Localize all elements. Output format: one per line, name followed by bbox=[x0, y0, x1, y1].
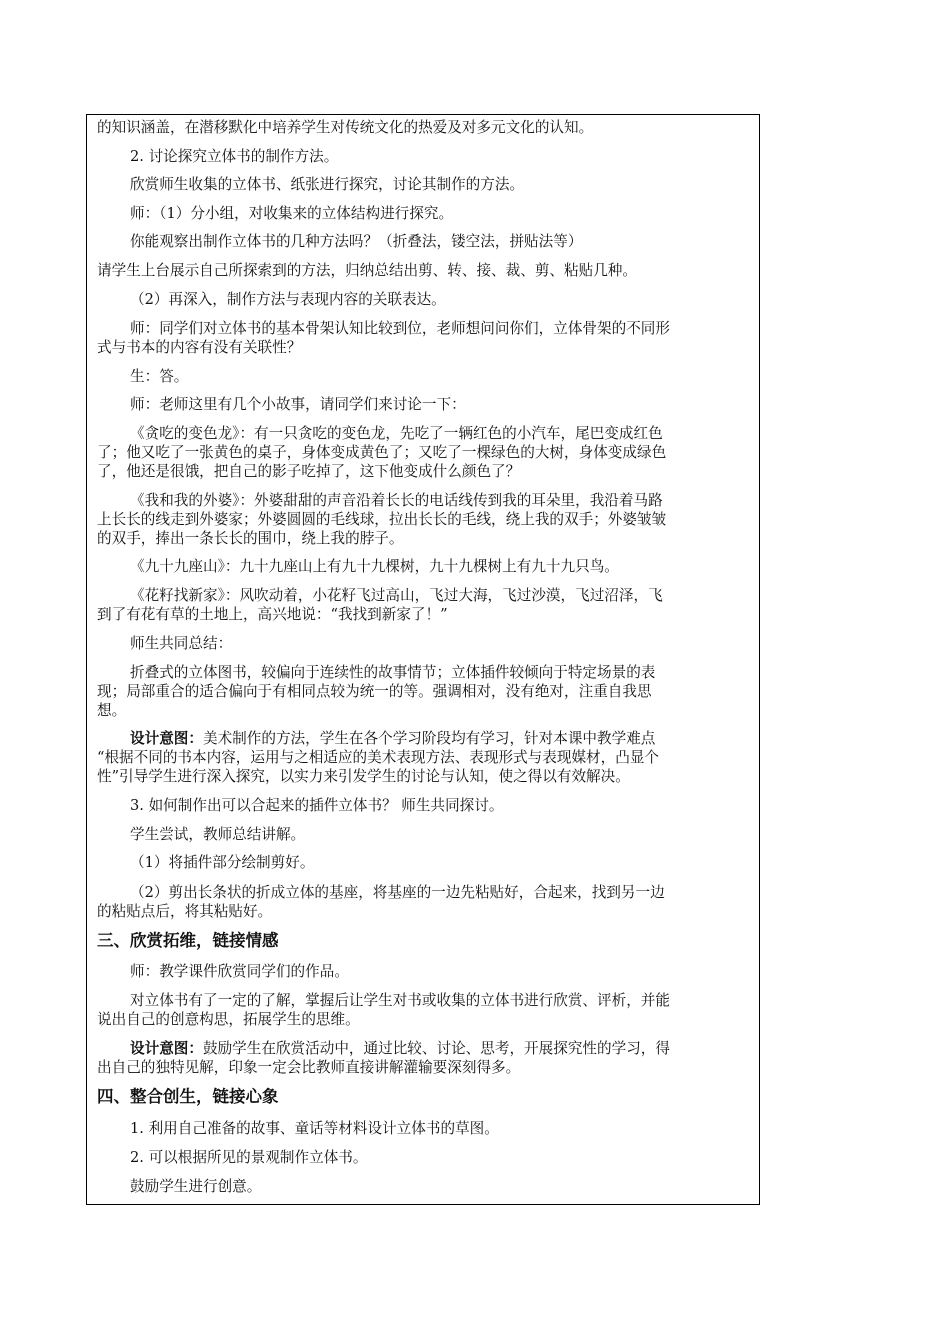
text-line: 鼓励学生进行创意。 bbox=[130, 1178, 262, 1195]
text-line: （2）剪出长条状的折成立体的基座，将基座的一边先粘贴好，合起来，找到另一边 bbox=[130, 884, 665, 901]
text-line: 现；局部重合的适合偏向于有相同点较为统一的等。强调相对，没有绝对，注重自我思 bbox=[97, 683, 652, 700]
text-line: 师：教学课件欣赏同学们的作品。 bbox=[130, 963, 349, 980]
design-intent-label: 设计意图： bbox=[130, 730, 203, 747]
text-line: 3. 如何制作出可以合起来的插件立体书？ 师生共同探讨。 bbox=[130, 797, 504, 814]
text-line: 想。 bbox=[97, 702, 127, 719]
text-line: 了；他又吃了一张黄色的桌子，身体变成黄色了；又吃了一棵绿色的大树，身体变成绿色 bbox=[97, 444, 667, 461]
text-line: 《贪吃的变色龙》：有一只贪吃的变色龙，先吃了一辆红色的小汽车，尾巴变成红色 bbox=[130, 425, 663, 442]
text-line: 1. 利用自己准备的故事、童话等材料设计立体书的草图。 bbox=[130, 1120, 499, 1137]
design-intent-label: 设计意图： bbox=[130, 1040, 203, 1057]
text-line: “根据不同的书本内容，运用与之相适应的美术表现方法、表现形式与表现媒材，凸显个 bbox=[97, 749, 660, 766]
text-line: 师生共同总结： bbox=[130, 635, 233, 652]
section-heading-3: 三、欣赏拓维，链接情感 bbox=[97, 931, 279, 950]
text-line: 式与书本的内容有没有关联性？ bbox=[97, 339, 302, 356]
text-line: 说出自己的创意构思，拓展学生的思维。 bbox=[97, 1011, 360, 1028]
text-line: 《花籽找新家》：风吹动着，小花籽飞过高山，飞过大海，飞过沙漠，飞过沼泽，飞 bbox=[130, 587, 663, 604]
text-line: 学生尝试，教师总结讲解。 bbox=[130, 826, 306, 843]
design-intent-text: 美术制作的方法，学生在各个学习阶段均有学习，针对本课中教学难点 bbox=[202, 730, 656, 747]
section-heading-4: 四、整合创生，链接心象 bbox=[97, 1087, 279, 1106]
text-line: 对立体书有了一定的了解，掌握后让学生对书或收集的立体书进行欣赏、评析，并能 bbox=[130, 992, 670, 1009]
text-line: 的知识涵盖，在潜移默化中培养学生对传统文化的热爱及对多元文化的认知。 bbox=[97, 119, 594, 136]
text-line: 欣赏师生收集的立体书、纸张进行探究，讨论其制作的方法。 bbox=[130, 176, 525, 193]
text-line: 师：（1）分小组，对收集来的立体结构进行探究。 bbox=[130, 205, 454, 222]
text-line: 了，他还是很饿，把自己的影子吃掉了，这下他变成什么颜色了？ bbox=[97, 463, 521, 480]
text-line: 上长长的线走到外婆家；外婆圆圆的毛线球，拉出长长的毛线，绕上我的双手；外婆皱皱 bbox=[97, 511, 667, 528]
text-line: 你能观察出制作立体书的几种方法吗？（折叠法，镂空法，拼贴法等） bbox=[130, 233, 583, 250]
text-line: 折叠式的立体图书，较偏向于连续性的故事情节；立体插件较倾向于特定场景的表 bbox=[130, 664, 656, 681]
design-intent-text: 鼓励学生在欣赏活动中，通过比较、讨论、思考，开展探究性的学习，得 bbox=[202, 1040, 670, 1057]
text-line: 的双手，捧出一条长长的围巾，绕上我的脖子。 bbox=[97, 530, 404, 547]
text-line: 2. 讨论探究立体书的制作方法。 bbox=[130, 148, 339, 165]
text-line: 请学生上台展示自己所探索到的方法，归纳总结出剪、转、接、裁、剪、粘贴几种。 bbox=[97, 262, 637, 279]
design-intent-line bbox=[130, 1039, 670, 1058]
text-line: 2. 可以根据所见的景观制作立体书。 bbox=[130, 1149, 368, 1166]
text-line: （2）再深入，制作方法与表现内容的关联表达。 bbox=[130, 291, 446, 308]
text-line: 师：同学们对立体书的基本骨架认知比较到位，老师想问问你们，立体骨架的不同形 bbox=[130, 320, 670, 337]
text-line: （1）将插件部分绘制剪好。 bbox=[130, 854, 315, 871]
design-intent-line bbox=[130, 729, 655, 748]
text-line: 的粘贴点后，将其粘贴好。 bbox=[97, 903, 273, 920]
text-line: 师：老师这里有几个小故事，请同学们来讨论一下： bbox=[130, 396, 466, 413]
text-line: 《九十九座山》：九十九座山上有九十九棵树，九十九棵树上有九十九只鸟。 bbox=[130, 558, 619, 575]
text-line: 到了有花有草的土地上，高兴地说：“我找到新家了！” bbox=[97, 606, 448, 623]
text-line: 生：答。 bbox=[130, 368, 189, 385]
text-line: 《我和我的外婆》：外婆甜甜的声音沿着长长的电话线传到我的耳朵里，我沿着马路 bbox=[130, 492, 663, 509]
text-line: 出自己的独特见解，印象一定会比教师直接讲解灌输要深刻得多。 bbox=[97, 1059, 521, 1076]
text-line: 性”引导学生进行深入探究，以实力来引发学生的讨论与认知，使之得以有效解决。 bbox=[97, 768, 630, 785]
